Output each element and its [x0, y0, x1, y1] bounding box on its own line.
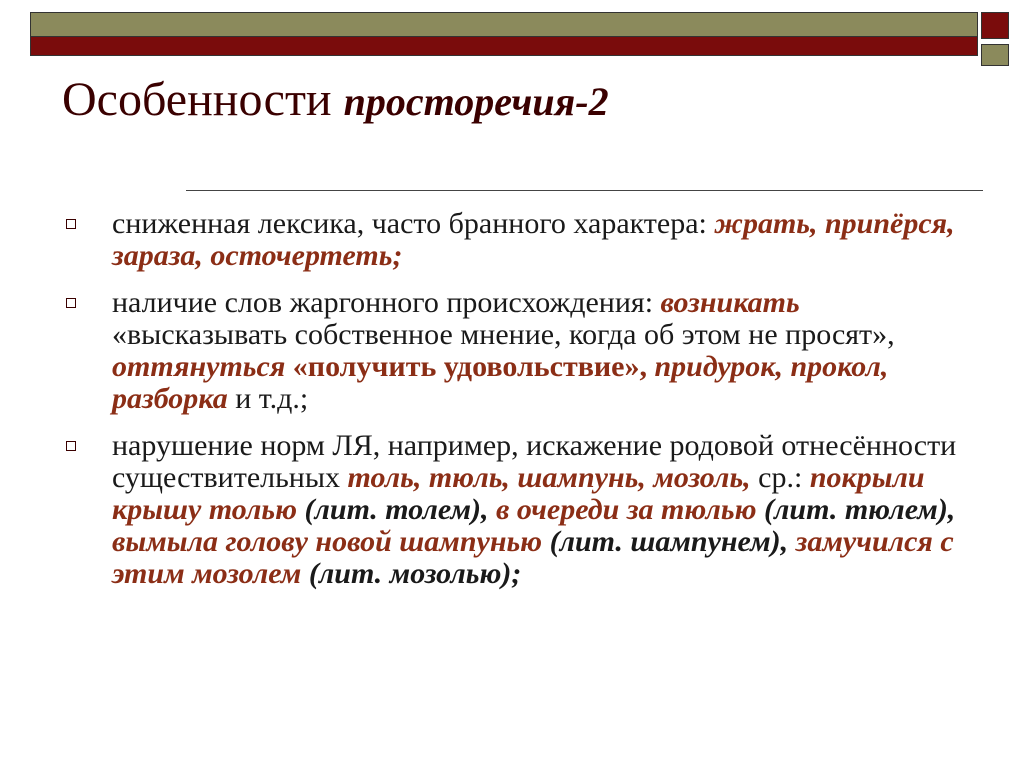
bullet-text: и т.д.; — [227, 382, 309, 415]
square-bullet-icon — [66, 298, 76, 308]
bullet-text — [542, 525, 550, 558]
slide-title-emphasis: просторечия-2 — [343, 79, 609, 124]
bullet-text: «высказывать собственное мнение, когда об этом не просят», — [112, 318, 895, 351]
bullet-text — [647, 350, 655, 383]
highlighted-example: оттянуться — [112, 350, 286, 383]
highlighted-example: жрать, припёрся, зараза, осточертеть; — [112, 207, 955, 272]
highlighted-example: в очереди за тюлью — [496, 493, 757, 526]
bullet-text: нарушение норм ЛЯ, например, искажение родовой отнесённости существительных — [112, 429, 957, 494]
bullet-text — [301, 557, 309, 590]
corner-square-red — [981, 12, 1009, 39]
bullet-text — [788, 525, 796, 558]
bullet-item — [60, 287, 960, 415]
square-bullet-icon — [66, 219, 76, 229]
bullet-text — [285, 350, 293, 383]
highlighted-example: придурок, прокол, разборка — [112, 350, 889, 415]
highlighted-example: (лит. тюлем), — [764, 493, 956, 526]
header-stripe-red — [31, 36, 977, 55]
highlighted-example: толь, тюль, шампунь, мозоль, — [347, 461, 751, 494]
title-divider — [186, 190, 983, 191]
bullet-text: наличие слов жаргонного происхождения: — [112, 286, 661, 319]
bullet-text — [297, 493, 305, 526]
bullet-text: сниженная лексика, часто бранного характера: — [112, 207, 715, 240]
bullet-text: ср.: — [750, 461, 810, 494]
highlighted-example: возникать — [660, 286, 800, 319]
highlighted-example: покрыли крышу толью — [112, 461, 925, 526]
highlighted-example: замучился с этим мозолем — [112, 525, 954, 590]
slide-title — [62, 70, 962, 132]
bullet-text — [757, 493, 765, 526]
highlighted-example: (лит. шампунем), — [549, 525, 789, 558]
corner-decoration — [981, 12, 1009, 66]
bullet-list — [60, 208, 960, 605]
highlighted-example: (лит. толем), — [304, 493, 489, 526]
header-stripe-olive — [31, 13, 977, 36]
header-decoration-bar — [30, 12, 978, 56]
bullet-item — [60, 208, 960, 272]
square-bullet-icon — [66, 441, 76, 451]
bullet-item — [60, 430, 960, 590]
highlighted-example: (лит. мозолью); — [308, 557, 522, 590]
bullet-text — [489, 493, 497, 526]
slide-title-main: Особенности — [62, 73, 344, 126]
corner-square-olive — [981, 44, 1009, 66]
highlighted-example: вымыла голову новой шампунью — [112, 525, 543, 558]
highlighted-example: «получить удовольствие», — [292, 350, 647, 383]
